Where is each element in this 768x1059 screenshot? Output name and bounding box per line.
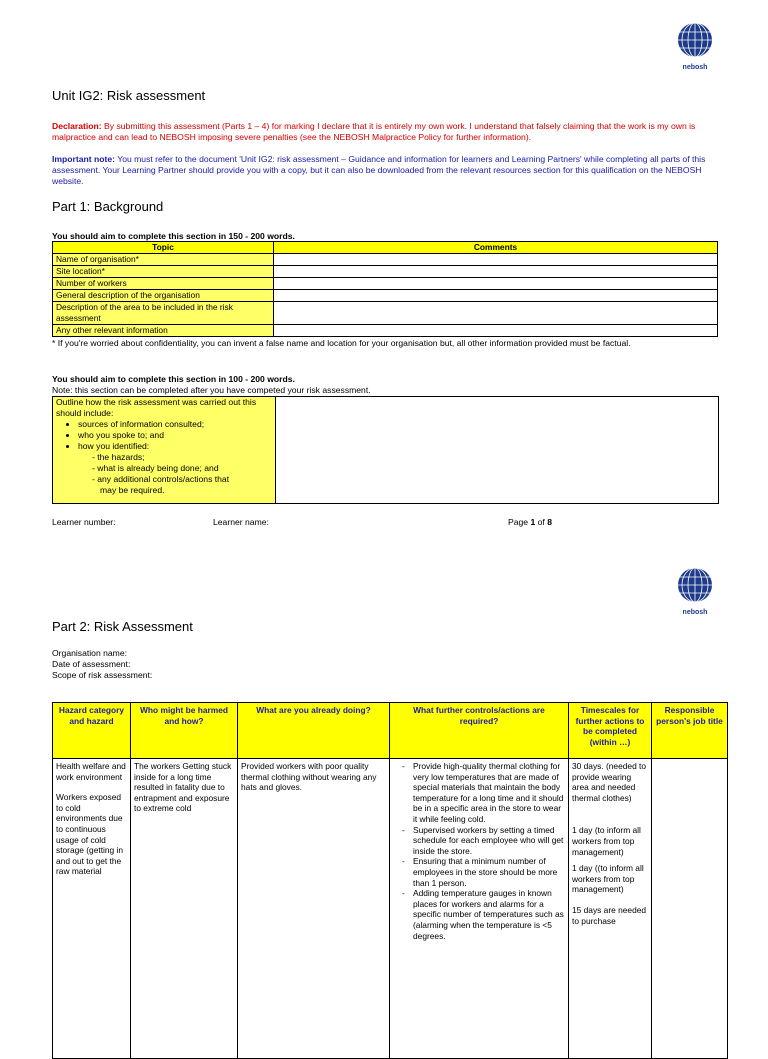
- learner-name-label: Learner name:: [213, 517, 269, 527]
- part1-title: Part 1: Background: [52, 199, 164, 214]
- hazard-category: Health welfare and work environment: [56, 761, 126, 782]
- learner-number-label: Learner number:: [52, 517, 116, 527]
- unit-title: Unit IG2: Risk assessment: [52, 88, 206, 103]
- control-item: - Ensuring that a minimum number of employees in the store should be more than 1 person.: [413, 856, 565, 888]
- confidentiality-footnote: * If you're worried about confidentiality, you can invent a false name and location for your organisation but, all other information provided must be factual.: [52, 338, 631, 348]
- control-item: - Adding temperature gauges in known places for workers and alarms for a specific number of temperatures such as (alarming when the temperature is <5 degrees.: [413, 888, 565, 941]
- comment-cell[interactable]: [274, 266, 718, 278]
- controls-list: [393, 761, 565, 941]
- outline-intro: Outline how the risk assessment was carried out this should include:: [56, 397, 257, 418]
- scope-label: Scope of risk assessment:: [52, 670, 153, 680]
- outline-bullet: • how you identified:: [78, 441, 272, 452]
- comment-cell[interactable]: [274, 302, 718, 325]
- important-note: [52, 154, 720, 187]
- outline-table: [52, 396, 719, 504]
- control-item: - Provide high-quality thermal clothing for very low temperatures that are made of special materials that maintain the body temperature for a long time and it should be in a specific area in the store to wear it while feeling cold.: [413, 761, 565, 825]
- topic-cell: Site location*: [53, 266, 274, 278]
- outline-answer-cell[interactable]: [276, 397, 719, 504]
- logo-wordmark: nebosh: [682, 609, 708, 616]
- timescale-item: 15 days are needed to purchase: [572, 904, 647, 926]
- who-header: Who might be harmed and how?: [131, 703, 238, 759]
- timescales-cell: [569, 759, 652, 1059]
- comment-cell[interactable]: [274, 290, 718, 302]
- background-table: [52, 241, 718, 337]
- logo-wordmark: nebosh: [682, 64, 708, 71]
- outline-bullet: • who you spoke to; and: [78, 430, 272, 441]
- control-item: - Supervised workers by setting a timed schedule for each employee who will get inside the store.: [413, 825, 565, 857]
- controls-cell: [390, 759, 569, 1059]
- comment-cell[interactable]: [274, 254, 718, 266]
- who-cell: The workers Getting stuck inside for a long time resulted in fatality due to entrapment and exposure to extreme cold: [131, 759, 238, 1059]
- page-total: 8: [547, 517, 552, 527]
- part1-instruction-2-text: You should aim to complete this section in 100 - 200 words.: [52, 374, 295, 384]
- important-note-text: You must refer to the document 'Unit IG2: risk assessment – Guidance and information for learners and Learning Partners' while completing all parts of this assessment. Your Learning Partner should provide you with a copy, but it can also be downloaded from the relevant resources section for this qualification on the NEBOSH website.: [52, 154, 706, 186]
- outline-bullet-list: [56, 419, 272, 452]
- topic-cell: Description of the area to be included in the risk assessment: [53, 302, 274, 325]
- nebosh-logo: [677, 567, 713, 616]
- topic-cell: General description of the organisation: [53, 290, 274, 302]
- part1-instruction-1-text: You should aim to complete this section in 150 - 200 words.: [52, 231, 295, 241]
- declaration: [52, 121, 720, 143]
- declaration-label: Declaration:: [52, 121, 102, 131]
- outline-sub-list: [56, 452, 272, 496]
- timescale-item: 30 days. (needed to provide wearing area and needed thermal clothes): [572, 761, 647, 803]
- outline-bullet: • sources of information consulted;: [78, 419, 272, 430]
- responsible-header: Responsible person's job title: [652, 703, 728, 759]
- responsible-cell[interactable]: [652, 759, 728, 1059]
- comment-cell[interactable]: [274, 325, 718, 337]
- page-current: 1: [530, 517, 536, 527]
- part2-title: Part 2: Risk Assessment: [52, 619, 193, 634]
- important-note-label: Important note:: [52, 154, 116, 164]
- timescale-item: 1 day (to inform all workers from top management): [572, 825, 641, 857]
- timescale-item: 1 day ((to inform all workers from top management): [572, 863, 644, 895]
- part1-note: Note: this section can be completed after you have competed your risk assessment.: [52, 385, 371, 395]
- nebosh-logo: [677, 22, 713, 71]
- part2-fields: [52, 648, 152, 681]
- page-number: [508, 517, 552, 528]
- page-of: of: [535, 517, 548, 527]
- topic-cell: Number of workers: [53, 278, 274, 290]
- hazard-description: Workers exposed to cold environments due to continuous usage of cold storage (getting in and out to get the raw material: [56, 792, 124, 877]
- outline-sub-item: - any additional controls/actions that: [92, 474, 230, 484]
- outline-sub-item: may be required.: [100, 485, 165, 495]
- outline-instructions: [53, 397, 276, 504]
- doing-cell: Provided workers with poor quality thermal clothing without wearing any hats and gloves.: [238, 759, 390, 1059]
- hazard-header: Hazard category and hazard: [53, 703, 131, 759]
- hazard-cell: [53, 759, 131, 1059]
- doing-header: What are you already doing?: [238, 703, 390, 759]
- topic-header: Topic: [53, 242, 274, 254]
- topic-cell: Any other relevant information: [53, 325, 274, 337]
- part1-instruction-2: [52, 374, 295, 385]
- topic-cell: Name of organisation*: [53, 254, 274, 266]
- comments-header: Comments: [274, 242, 718, 254]
- declaration-text: By submitting this assessment (Parts 1 – 4) for marking I declare that it is entirely my own work. I understand that falsely claiming that the work is my own is malpractice and can lead to NEBOSH imposing severe penalties (see the NEBOSH Malpractice Policy for further information).: [52, 121, 696, 142]
- comment-cell[interactable]: [274, 278, 718, 290]
- outline-sub-item: - the hazards;: [92, 452, 145, 462]
- date-of-assessment-label: Date of assessment:: [52, 659, 131, 669]
- outline-sub-item: - what is already being done; and: [92, 463, 219, 473]
- controls-header: What further controls/actions are required?: [390, 703, 569, 759]
- organisation-name-label: Organisation name:: [52, 648, 127, 658]
- risk-assessment-table: [52, 702, 728, 1059]
- timescales-header: Timescales for further actions to be completed (within …): [569, 703, 652, 759]
- page-prefix: Page: [508, 517, 531, 527]
- globe-icon: [677, 567, 713, 603]
- globe-icon: [677, 22, 713, 58]
